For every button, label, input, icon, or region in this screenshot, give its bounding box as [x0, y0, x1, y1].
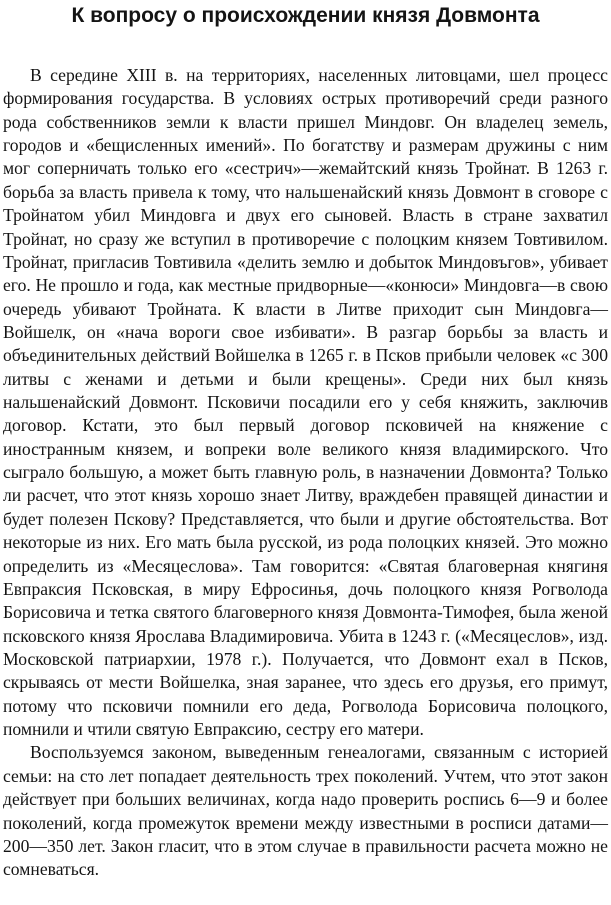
- paragraph-2: Воспользуемся законом, выведенным генеалогами, связанным с историей семьи: на сто лет попадает деятельность трех поколений. Учтем, что этот закон действует при больших величинах, когда надо проверить роспись 6—9 и более поколений, когда промежуток времени между известными в росписи датами—200—350 лет. Закон гласит, что в этом случае в правильности расчета можно не сомневаться.: [3, 742, 608, 880]
- article-body: [3, 64, 608, 882]
- paragraph-1: В середине XIII в. на территориях, населенных литовцами, шел процесс формирования государства. В условиях острых противоречий среди разного рода собственников земли к власти пришел Миндовг. Он владелец земель, городов и «бещисленных имений». По богатству и размерам дружины с ним мог соперничать только его «сестрич»—жемайтский князь Тройнат. В 1263 г. борьба за власть привела к тому, что нальшенайский князь Довмонт в сговоре с Тройнатом убил Миндовга и двух его сыновей. Власть в стране захватил Тройнат, но сразу же вступил в противоречие с полоцким князем Товтивилом. Тройнат, пригласив Товтивила «делить землю и добыток Миндовъгов», убивает его. Не прошло и года, как местные придворные—«конюси» Миндовга—в свою очередь убивают Тройната. К власти в Литве приходит сын Миндовга—Войшелк, он «нача вороги свое избивати». В разгар борьбы за власть и объединительных действий Войшелка в 1265 г. в Псков прибыли человек «с 300 литвы с женами и детьми и были крещены». Среди них был князь нальшенайский Довмонт. Псковичи посадили его у себя княжить, заключив договор. Кстати, это был первый договор псковичей на княжение с иностранным князем, и вопреки воле великого князя владимирского. Что сыграло большую, а может быть главную роль, в назначении Довмонта? Только ли расчет, что этот князь хорошо знает Литву, враждебен правящей династии и будет полезен Пскову? Представляется, что были и другие обстоятельства. Вот некоторые из них. Его мать была русской, из рода полоцких князей. Это можно определить из «Месяцеслова». Там говорится: «Святая благоверная княгиня Евпраксия Псковская, в миру Ефросинья, дочь полоцкого князя Рогволода Борисовича и тетка святого благоверного князя Довмонта-Тимофея, была женой псковского князя Ярослава Владимировича. Убита в 1243 г. («Месяцеслов», изд. Московской патриархии, 1978 г.). Получается, что Довмонт ехал в Псков, скрываясь от мести Войшелка, зная заранее, что здесь его друзья, его примут, потому что псковичи помнили его деда, Рогволода Борисовича полоцкого, помнили и чтили святую Евпраксию, сестру его матери.: [3, 65, 608, 740]
- page-title: К вопросу о происхождении князя Довмонта: [71, 4, 540, 27]
